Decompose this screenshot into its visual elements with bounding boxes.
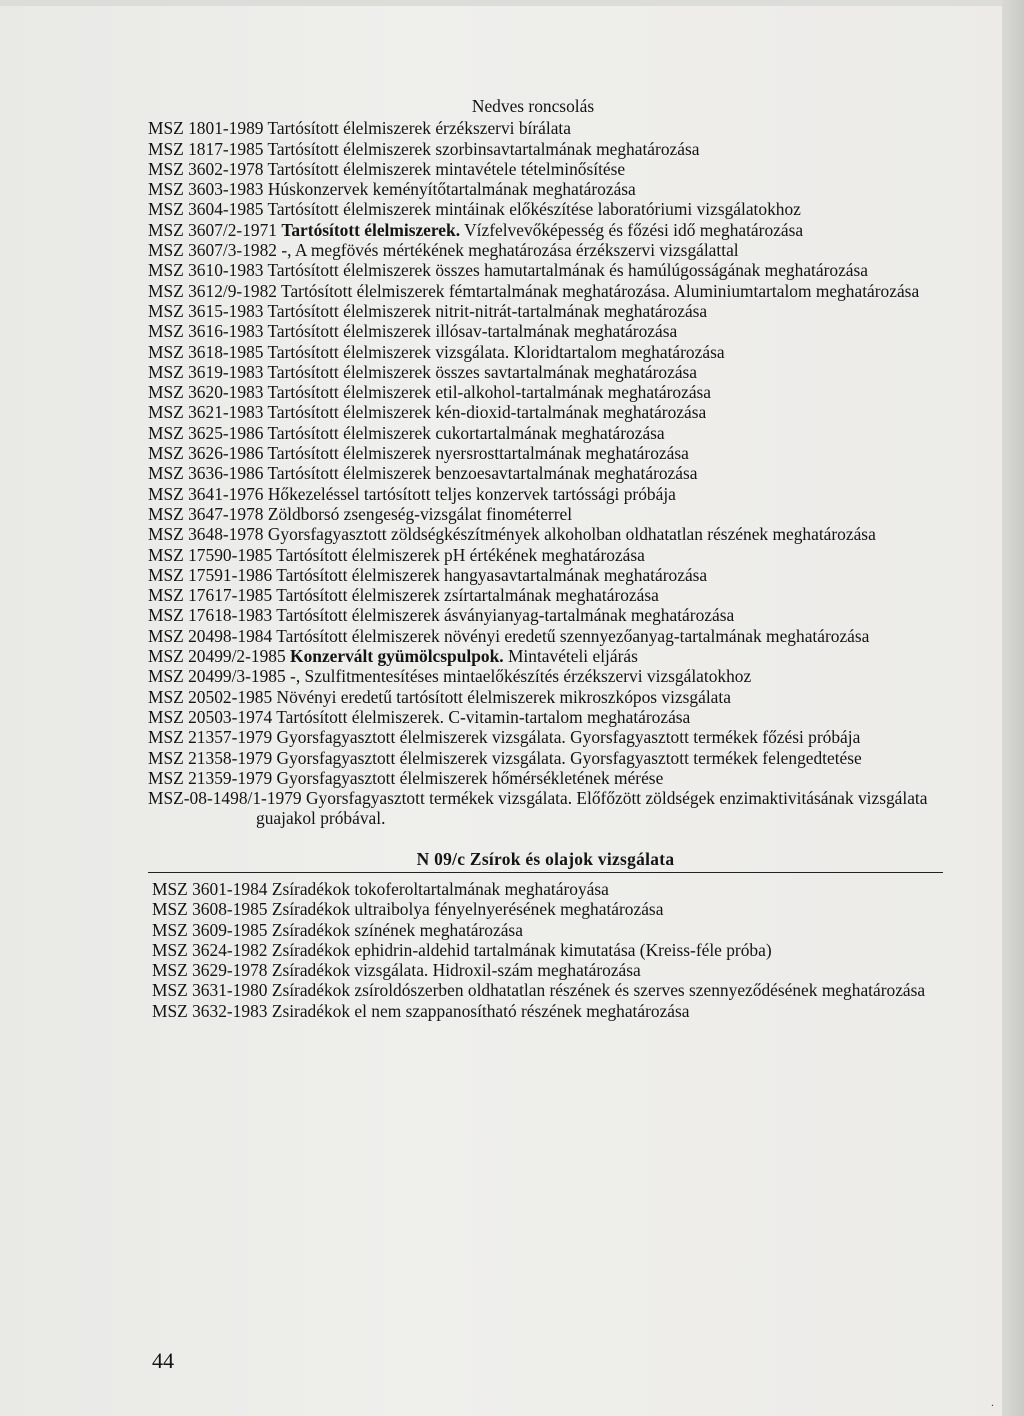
standard-entry [148, 281, 948, 301]
standard-code: MSZ 3648-1978 [148, 524, 264, 545]
standard-title: Növényi eredetű tartósított élelmiszerek mikroszkópos vizsgálata [276, 686, 731, 707]
standard-code: MSZ 3631-1980 [152, 980, 268, 1001]
standard-code: MSZ 3625-1986 [148, 422, 264, 443]
document-content [148, 96, 948, 1021]
standard-title: Tartósított élelmiszerek zsírtartalmának meghatározása [276, 585, 659, 606]
standard-code: MSZ 3604-1985 [148, 199, 264, 220]
standard-title: Tartósított élelmiszerek szorbinsavtartalmának meghatározása [267, 138, 700, 159]
standard-entry [148, 342, 948, 362]
standard-entry [148, 748, 948, 768]
standard-entry [148, 707, 948, 727]
standard-code: MSZ 17591-1986 [148, 564, 273, 585]
standard-title: Tartósított élelmiszerek nyersrosttartalmának meghatározása [267, 443, 689, 464]
standard-code: MSZ 3620-1983 [148, 382, 264, 403]
standard-code: MSZ 3619-1983 [148, 361, 264, 382]
standard-entry [148, 199, 948, 219]
standard-code: MSZ 3601-1984 [152, 878, 268, 899]
section-title: N 09/c Zsírok és olajok vizsgálata [148, 849, 943, 873]
standard-title: Zsíradékok ephidrin-aldehid tartalmának kimutatása (Kreiss-féle próba) [271, 939, 772, 960]
standard-code: MSZ-08-1498/1-1979 [148, 788, 302, 809]
standard-entry [148, 260, 948, 280]
standard-title: Zsíradékok zsíroldószerben oldhatatlan részének és szerves szennyeződésének meghatározása [271, 980, 926, 1001]
standard-code: MSZ 3618-1985 [148, 341, 264, 362]
standard-entry [148, 443, 948, 463]
standard-entry [148, 666, 948, 686]
scan-right-edge [1002, 0, 1024, 1416]
standard-code: MSZ 3626-1986 [148, 443, 264, 464]
standard-code: MSZ 17617-1985 [148, 585, 273, 606]
standard-entry [152, 1001, 948, 1021]
standard-entry [148, 768, 948, 788]
standard-entry [148, 402, 948, 422]
standard-code: MSZ 1817-1985 [148, 138, 264, 159]
standard-title: -, A megfövés mértékének meghatározása érzékszervi vizsgálattal [281, 240, 739, 261]
standard-title: Zsíradékok tokoferoltartalmának meghatároyása [271, 878, 609, 899]
standard-entry [148, 504, 948, 524]
standard-title: Tartósított élelmiszerek cukortartalmának meghatározása [267, 422, 665, 443]
standard-title: Tartósított élelmiszerek mintáinak előkészítése laboratóriumi vizsgálatokhoz [267, 199, 801, 220]
standard-title: Zsíradékok színének meghatározása [271, 919, 523, 940]
standard-code: MSZ 20503-1974 [148, 706, 273, 727]
standard-code: MSZ 20499/2-1985 [148, 646, 286, 667]
standard-entry [152, 960, 948, 980]
standard-entry [148, 301, 948, 321]
standard-code: MSZ 3602-1978 [148, 158, 264, 179]
standard-code: MSZ 3608-1985 [152, 899, 268, 920]
standard-entry [148, 220, 948, 240]
standard-entry [152, 940, 948, 960]
standard-code: MSZ 1801-1989 [148, 118, 264, 139]
standard-title: Gyorsfagyasztott termékek vizsgálata. Előfőzött zöldségek enzimaktivitásának vizsgálata guajakol próbával. [256, 788, 928, 829]
standard-entry [148, 139, 948, 159]
scan-top-edge [0, 0, 1024, 6]
standard-code: MSZ 17618-1983 [148, 605, 273, 626]
standard-entry [148, 382, 948, 402]
standards-list [148, 118, 948, 828]
standard-code: MSZ 3609-1985 [152, 919, 268, 940]
standard-group-title: Tartósított élelmiszerek. [281, 219, 461, 240]
standard-entry [148, 179, 948, 199]
standard-entry [148, 159, 948, 179]
standard-title: Tartósított élelmiszerek kén-dioxid-tartalmának meghatározása [267, 402, 707, 423]
standard-title: Tartósított élelmiszerek etil-alkohol-tartalmának meghatározása [267, 382, 712, 403]
standard-code: MSZ 3615-1983 [148, 300, 264, 321]
standard-group-title: Konzervált gyümölcspulpok. [290, 646, 504, 667]
standard-code: MSZ 3647-1978 [148, 503, 264, 524]
standard-code: MSZ 3629-1978 [152, 960, 268, 981]
standard-code: MSZ 3624-1982 [152, 939, 268, 960]
standard-title: Húskonzervek keményítőtartalmának meghatározása [267, 179, 636, 200]
standard-title: Zsíradékok vizsgálata. Hidroxil-szám meghatározása [271, 960, 641, 981]
standard-title: -, Szulfitmentesítéses mintaelőkészítés érzékszervi vizsgálatokhoz [290, 666, 752, 687]
standard-title: Tartósított élelmiszerek mintavétele tételminősítése [267, 158, 626, 179]
standard-entry [148, 605, 948, 625]
standard-entry [152, 920, 948, 940]
standard-title: Tartósított élelmiszerek. C-vitamin-tartalom meghatározása [276, 706, 691, 727]
standard-code: MSZ 21357-1979 [148, 727, 273, 748]
standard-title: Gyorsfagyasztott élelmiszerek hőmérsékletének mérése [276, 767, 664, 788]
standard-title: Tartósított élelmiszerek összes savtartalmának meghatározása [267, 361, 698, 382]
standard-entry [148, 626, 948, 646]
standard-entry [152, 899, 948, 919]
standard-entry [148, 524, 948, 544]
standard-entry [148, 585, 948, 605]
standard-entry [148, 240, 948, 260]
standard-code: MSZ 3632-1983 [152, 1000, 268, 1021]
standard-entry [148, 788, 948, 829]
standard-title: Gyorsfagyasztott zöldségkészítmények alkoholban oldhatatlan részének meghatározása [267, 524, 876, 545]
standard-entry [148, 727, 948, 747]
standard-title: Tartósított élelmiszerek növényi eredetű szennyezőanyag-tartalmának meghatározása [276, 625, 870, 646]
standard-title: Tartósított élelmiszerek ásványianyag-tartalmának meghatározása [276, 605, 735, 626]
standard-entry [148, 545, 948, 565]
standard-entry [148, 463, 948, 483]
standard-title: Vízfelvevőképesség és főzési idő meghatározása [464, 219, 804, 240]
standard-entry [148, 118, 948, 138]
standard-code: MSZ 3636-1986 [148, 463, 264, 484]
standard-title: Zsíradékok ultraibolya fényelnyerésének meghatározása [271, 899, 664, 920]
standard-code: MSZ 3612/9-1982 [148, 280, 277, 301]
standard-title: Tartósított élelmiszerek fémtartalmának meghatározása. Aluminiumtartalom meghatározása [281, 280, 920, 301]
standard-entry [152, 980, 948, 1000]
standard-entry [148, 565, 948, 585]
standard-title: Tartósított élelmiszerek pH értékének meghatározása [276, 544, 645, 565]
standard-code: MSZ 3607/3-1982 [148, 240, 277, 261]
subsection-heading: Nedves roncsolás [471, 96, 595, 116]
standard-code: MSZ 3621-1983 [148, 402, 264, 423]
standard-entry [148, 362, 948, 382]
standard-title: Tartósított élelmiszerek vizsgálata. Kloridtartalom meghatározása [267, 341, 725, 362]
standard-title: Tartósított élelmiszerek összes hamutartalmának és hamúlúgosságának meghatározása [267, 260, 868, 281]
standard-entry [148, 423, 948, 443]
standard-entry [148, 484, 948, 504]
standard-code: MSZ 3641-1976 [148, 483, 264, 504]
standard-code: MSZ 20502-1985 [148, 686, 273, 707]
fats-oils-standards-list [148, 879, 948, 1021]
standard-title: Tartósított élelmiszerek benzoesavtartalmának meghatározása [267, 463, 698, 484]
standard-title: Gyorsfagyasztott élelmiszerek vizsgálata. Gyorsfagyasztott termékek főzési próbája [276, 727, 861, 748]
standard-title: Zsiradékok el nem szappanosítható részének meghatározása [271, 1000, 690, 1021]
scan-mark: . [991, 1395, 994, 1409]
standard-title: Tartósított élelmiszerek illósav-tartalmának meghatározása [267, 321, 678, 342]
page-number: 44 [152, 1348, 174, 1373]
standard-code: MSZ 3603-1983 [148, 179, 264, 200]
standard-code: MSZ 21359-1979 [148, 767, 273, 788]
standard-code: MSZ 3607/2-1971 [148, 219, 277, 240]
standard-code: MSZ 3616-1983 [148, 321, 264, 342]
standard-entry [148, 646, 948, 666]
standard-entry [148, 687, 948, 707]
standard-entry [148, 321, 948, 341]
standard-code: MSZ 17590-1985 [148, 544, 273, 565]
standard-title: Gyorsfagyasztott élelmiszerek vizsgálata. Gyorsfagyasztott termékek felengedtetése [276, 747, 862, 768]
standard-entry [152, 879, 948, 899]
standard-title: Tartósított élelmiszerek nitrit-nitrát-tartalmának meghatározása [267, 300, 708, 321]
standard-title: Zöldborsó zsengeség-vizsgálat finométerrel [267, 503, 573, 524]
standard-code: MSZ 3610-1983 [148, 260, 264, 281]
standard-title: Tartósított élelmiszerek hangyasavtartalmának meghatározása [276, 564, 708, 585]
standard-code: MSZ 20499/3-1985 [148, 666, 286, 687]
standard-title: Hőkezeléssel tartósított teljes konzervek tartóssági próbája [267, 483, 676, 504]
standard-code: MSZ 21358-1979 [148, 747, 273, 768]
standard-title: Mintavételi eljárás [507, 646, 638, 667]
standard-code: MSZ 20498-1984 [148, 625, 273, 646]
standard-title: Tartósított élelmiszerek érzékszervi bírálata [267, 118, 571, 139]
